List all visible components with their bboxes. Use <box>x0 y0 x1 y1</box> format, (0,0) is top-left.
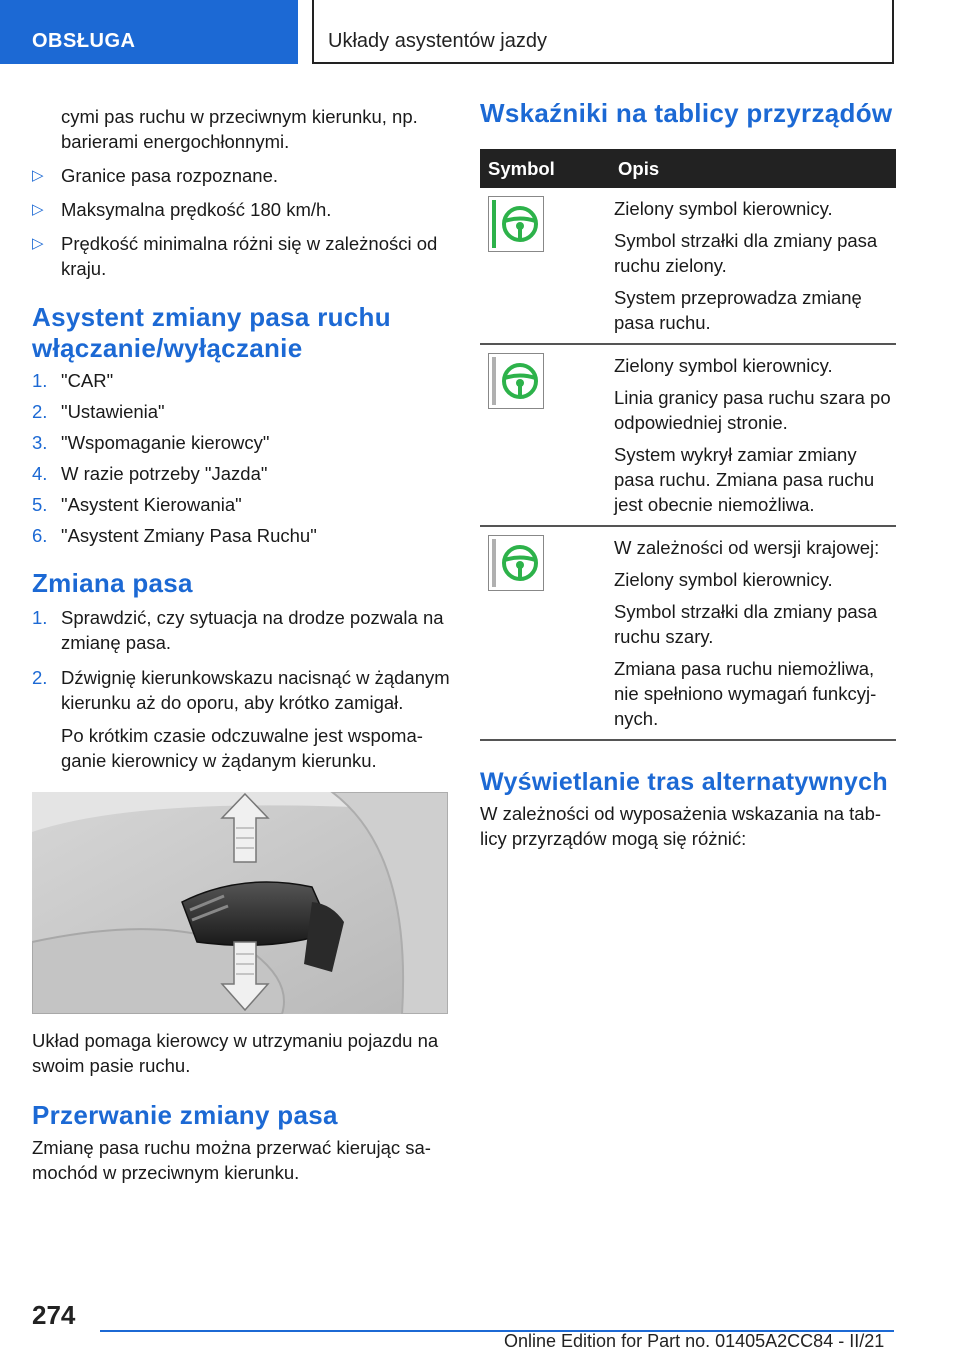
indicator-table <box>480 149 896 741</box>
column-header-description: Opis <box>614 149 896 188</box>
right-column <box>480 98 896 851</box>
list-item: 6. "Asystent Zmiany Pasa Ruchu" <box>32 525 317 546</box>
chapter-label: Układy asystentów jazdy <box>328 30 547 52</box>
list-item: ▷ Maksymalna prędkość 180 km/h. <box>32 199 332 220</box>
left-column <box>32 104 450 1185</box>
edition-note: Online Edition for Part no. 01405A2CC84 - II/21 <box>504 1331 885 1351</box>
paragraph: W zależności od wyposażenia wskazania na tablicy przyrządów mogą się różnić: <box>480 803 882 849</box>
lane-line-indicator <box>492 539 496 587</box>
list-item: 1. Sprawdzić, czy sytuacja na drodze pozwala na zmianę pasa. <box>32 607 444 653</box>
paragraph: Zmianę pasa ruchu można przerwać kierując samochód w przeciwnym kierunku. <box>32 1137 431 1183</box>
triangle-bullet-icon: ▷ <box>32 167 44 184</box>
section-heading: Przerwanie zmiany pasa <box>32 1100 338 1130</box>
list-item: 2. Dźwignię kierunkowskazu nacisnąć w żądanym kierunku aż do oporu, aby krótko zamigał. <box>32 667 450 713</box>
list-item: 2. "Ustawienia" <box>32 401 165 422</box>
steering-wheel-icon <box>500 543 540 583</box>
section-label: OBSŁUGA <box>32 30 136 52</box>
continued-text: cymi pas ruchu w przeciwnym kierunku, np. barierami energochłonnymi. <box>61 106 418 152</box>
lane-line-indicator <box>492 357 496 405</box>
column-header-symbol: Symbol <box>480 149 614 188</box>
turn-signal-lever-figure <box>32 792 448 1014</box>
list-item: 4. W razie potrzeby "Jazda" <box>32 463 268 484</box>
page-number: 274 <box>32 1300 76 1330</box>
section-heading: Zmiana pasa <box>32 568 193 598</box>
steering-wheel-icon <box>500 361 540 401</box>
subsection-heading: Wyświetlanie tras alternatywnych <box>480 768 888 796</box>
table-row: Zielony symbol kierownicy. Symbol strzałki dla zmiany pasa ruchu zielony. System przeprowadza zmianę pasa ruchu. <box>480 188 896 344</box>
list-item: ▷ Granice pasa rozpoznane. <box>32 165 278 186</box>
lane-line-indicator <box>492 200 496 248</box>
figure-caption: Układ pomaga kierowcy w utrzymaniu pojazdu na swoim pasie ruchu. <box>32 1030 439 1076</box>
section-heading: Wskaźniki na tablicy przyrządów <box>480 98 893 128</box>
list-item: 5. "Asystent Kierowania" <box>32 494 242 515</box>
table-row: Zielony symbol kierownicy. Linia granicy pasa ruchu szara po odpowiedniej stronie. System wykrył zamiar zmiany pasa ruchu. Zmiana pasa ruchu jest obecnie niemożliwa. <box>480 344 896 526</box>
table-row: W zależności od wersji krajowej: Zielony symbol kierownicy. Symbol strzałki dla zmiany pasa ruchu szary. Zmiana pasa ruchu niemożliwa, nie spełniono wymagań funkcyjnych. <box>480 526 896 740</box>
lever-illustration <box>32 792 448 1014</box>
step-note: Po krótkim czasie odczuwalne jest wspomaganie kierownicy w żądanym kierunku. <box>61 725 423 771</box>
chapter-tab <box>312 0 894 64</box>
green-steering-wheel-icon <box>488 196 544 252</box>
list-item: ▷ Prędkość minimalna różni się w zależności od kraju. <box>32 233 438 279</box>
triangle-bullet-icon: ▷ <box>32 235 44 252</box>
section-tab <box>0 0 298 64</box>
section-heading: Asystent zmiany pasa ruchu włączanie/wyłączanie <box>32 302 391 363</box>
green-steering-wheel-icon <box>488 535 544 591</box>
triangle-bullet-icon: ▷ <box>32 201 44 218</box>
steering-wheel-icon <box>500 204 540 244</box>
table-header-row <box>480 149 896 188</box>
list-item: 1. "CAR" <box>32 370 114 391</box>
list-item: 3. "Wspomaganie kierowcy" <box>32 432 270 453</box>
green-steering-wheel-icon <box>488 353 544 409</box>
